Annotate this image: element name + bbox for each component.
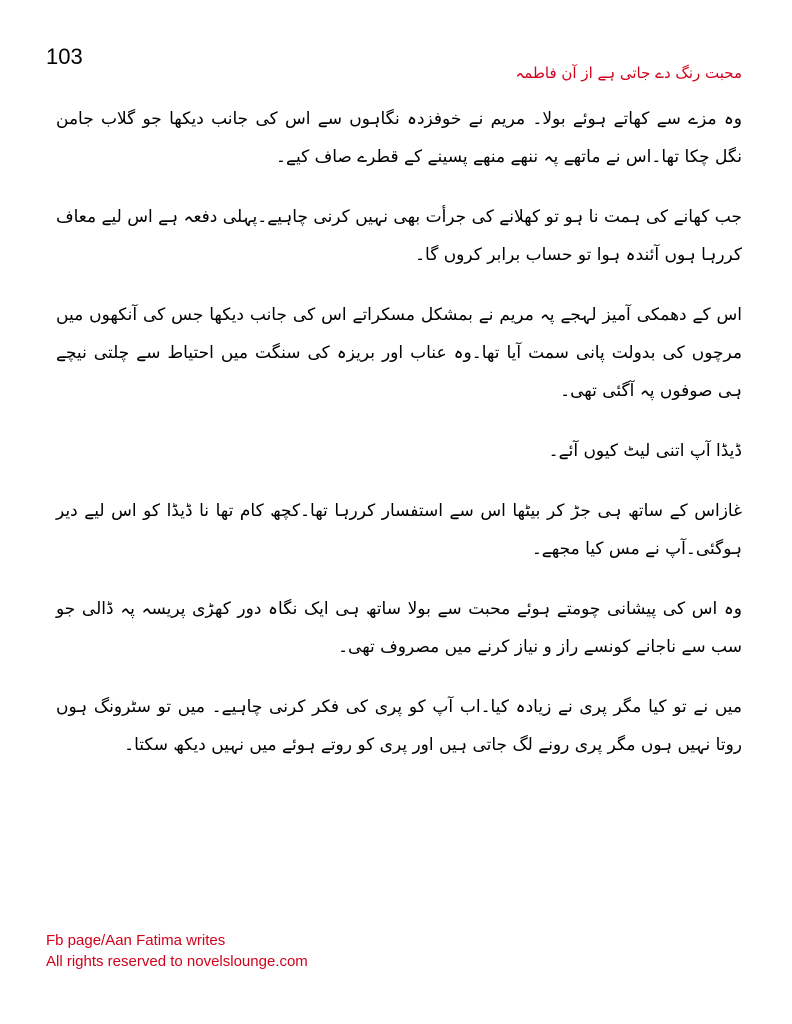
- story-body: [56, 100, 742, 786]
- paragraph-6: وہ اس کی پیشانی چومتے ہوئے محبت سے بولا ساتھ ہی ایک نگاہ دور کھڑی پریسہ پہ ڈالی جو سب سے ناجانے کونسے راز و نیاز کرنے میں مصروف تھی۔: [56, 599, 742, 657]
- paragraph-3: اس کے دھمکی آمیز لہجے پہ مریم نے بمشکل مسکراتے اس کی جانب دیکھا جس کی آنکھوں میں مرچوں کی بدولت پانی سمت آیا تھا۔وہ عناب اور بریزہ کی سنگت میں احتیاط سے چلتی نیچے ہی صوفوں پہ آگئی تھی۔: [56, 305, 742, 401]
- footer-rights: All rights reserved to novelslounge.com: [46, 953, 308, 970]
- paragraph-4: ڈیڈا آپ اتنی لیٹ کیوں آئے۔: [548, 441, 742, 461]
- page-number: 103: [46, 44, 83, 69]
- running-header-title: محبت رنگ دے جاتی ہے از آن فاطمہ: [515, 64, 742, 82]
- footer-credits: [46, 930, 308, 972]
- paragraph-5: غازاس کے ساتھ ہی جڑ کر بیٹھا اس سے استفسار کررہا تھا۔کچھ کام تھا نا ڈیڈا کو اس لیے دیر ہوگئی۔آپ نے مس کیا مجھے۔: [56, 501, 742, 559]
- paragraph-1: وہ مزے سے کھاتے ہوئے بولا۔ مریم نے خوفزدہ نگاہوں سے اس کی جانب دیکھا جو گلاب جامن نگل چکا تھا۔اس نے ماتھے پہ ننھے منھے پسینے کے قطرے صاف کیے۔: [56, 109, 742, 167]
- paragraph-7: میں نے تو کیا مگر پری نے زیادہ کیا۔اب آپ کو پری کی فکر کرنی چاہیے۔ میں تو سٹرونگ ہوں روتا نہیں ہوں مگر پری رونے لگ جاتی ہیں اور پری کو روتے ہوئے میں نہیں دیکھ سکتا۔: [56, 697, 742, 755]
- paragraph-2: جب کھانے کی ہمت نا ہو تو کھلانے کی جرأت بھی نہیں کرنی چاہیے۔پہلی دفعہ ہے اس لیے معاف کررہا ہوں آئندہ ہوا تو حساب برابر کروں گا۔: [56, 207, 742, 265]
- footer-fb-page: Fb page/Aan Fatima writes: [46, 932, 226, 949]
